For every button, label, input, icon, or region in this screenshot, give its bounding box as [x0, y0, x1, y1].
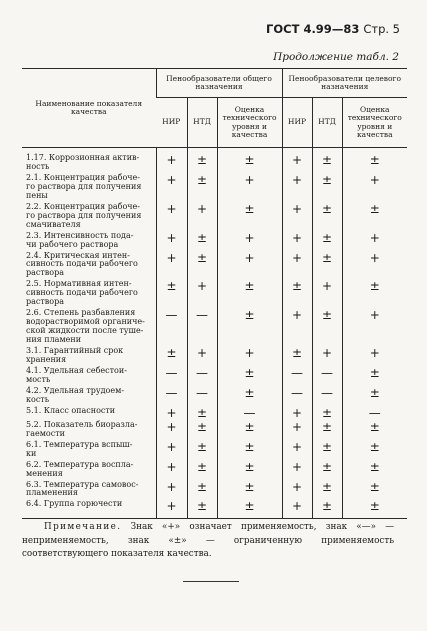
applicability-cell: —: [312, 386, 342, 406]
table-row: [22, 499, 407, 519]
applicability-cell: +: [187, 202, 217, 231]
table-row: [22, 279, 407, 308]
indicator-name: 1.17. Коррозионная актив- ность: [26, 153, 140, 171]
applicability-cell: ±: [187, 440, 217, 460]
table-row: [22, 406, 407, 420]
applicability-cell: —: [187, 366, 217, 386]
table-row: [22, 308, 407, 346]
applicability-cell: +: [282, 231, 312, 251]
applicability-cell: ±: [342, 460, 407, 480]
applicability-cell: ±: [187, 231, 217, 251]
applicability-cell: —: [156, 308, 187, 346]
applicability-cell: +: [282, 308, 312, 346]
applicability-cell: ±: [217, 202, 282, 231]
applicability-cell: +: [187, 346, 217, 366]
applicability-cell: —: [217, 406, 282, 420]
applicability-cell: +: [282, 148, 312, 173]
indicator-name: 2.3. Интенсивность пода- чи рабочего раствора: [26, 230, 134, 249]
col-header-assessment-1: Оценка технического уровня и качества: [217, 98, 282, 148]
table-row: [22, 440, 407, 460]
indicator-name: 2.4. Критическая интен- сивность подачи рабочего раствора: [26, 250, 138, 278]
applicability-cell: ±: [156, 346, 187, 366]
applicability-cell: ±: [312, 460, 342, 480]
applicability-cell: —: [312, 366, 342, 386]
applicability-cell: ±: [217, 499, 282, 519]
applicability-cell: +: [282, 440, 312, 460]
applicability-cell: —: [156, 386, 187, 406]
applicability-cell: +: [282, 406, 312, 420]
indicator-name: 2.2. Концентрация рабоче- го раствора для получения смачивателя: [26, 201, 142, 229]
applicability-cell: +: [342, 231, 407, 251]
col-header-ntd-1: НТД: [187, 98, 217, 148]
applicability-cell: +: [282, 480, 312, 500]
applicability-cell: +: [217, 231, 282, 251]
table-row: [22, 420, 407, 440]
applicability-cell: +: [187, 279, 217, 308]
applicability-cell: ±: [217, 460, 282, 480]
applicability-cell: ±: [217, 480, 282, 500]
indicator-name: 5.2. Показатель биоразла- гаемости: [26, 419, 138, 438]
applicability-cell: +: [217, 251, 282, 280]
applicability-cell: ±: [187, 251, 217, 280]
applicability-cell: ±: [312, 406, 342, 420]
applicability-cell: ±: [217, 279, 282, 308]
applicability-cell: ±: [187, 499, 217, 519]
col-header-special: Пенообразователи целевого назначения: [282, 69, 407, 98]
applicability-cell: +: [156, 148, 187, 173]
applicability-cell: +: [312, 279, 342, 308]
applicability-cell: ±: [312, 308, 342, 346]
applicability-cell: ±: [312, 440, 342, 460]
applicability-cell: +: [282, 202, 312, 231]
page-header: [0, 22, 400, 36]
applicability-cell: ±: [217, 308, 282, 346]
table-note: [22, 521, 394, 562]
applicability-cell: +: [156, 202, 187, 231]
table-row: [22, 386, 407, 406]
table-row: [22, 148, 407, 173]
table-row: [22, 460, 407, 480]
note-text: Знак «+» означает применяемость, знак «—» — неприменяемость, знак «±» — ограниченную применяемость соответствующего показателя качества.: [22, 522, 394, 560]
applicability-cell: ±: [312, 420, 342, 440]
applicability-cell: +: [342, 346, 407, 366]
col-header-nir-2: НИР: [282, 98, 312, 148]
table-row: [22, 366, 407, 386]
applicability-cell: +: [156, 499, 187, 519]
applicability-cell: ±: [312, 480, 342, 500]
applicability-cell: ±: [342, 480, 407, 500]
applicability-cell: ±: [217, 440, 282, 460]
applicability-cell: ±: [312, 251, 342, 280]
applicability-cell: +: [156, 480, 187, 500]
applicability-cell: —: [187, 308, 217, 346]
applicability-cell: —: [282, 366, 312, 386]
applicability-cell: ±: [342, 440, 407, 460]
applicability-cell: ±: [187, 480, 217, 500]
applicability-cell: ±: [342, 386, 407, 406]
indicator-name: 5.1. Класс опасности: [26, 405, 116, 415]
applicability-cell: ±: [217, 386, 282, 406]
applicability-cell: +: [156, 460, 187, 480]
applicability-cell: +: [282, 499, 312, 519]
table-row: [22, 480, 407, 500]
applicability-cell: +: [156, 231, 187, 251]
applicability-cell: +: [217, 173, 282, 202]
applicability-cell: +: [156, 173, 187, 202]
applicability-cell: +: [282, 460, 312, 480]
applicability-cell: ±: [312, 173, 342, 202]
page-number: Стр. 5: [363, 22, 400, 36]
indicator-name: 4.2. Удельная трудоем- кость: [26, 385, 125, 404]
applicability-cell: +: [217, 346, 282, 366]
applicability-cell: +: [156, 420, 187, 440]
applicability-cell: ±: [187, 460, 217, 480]
applicability-cell: ±: [342, 420, 407, 440]
col-header-nir-1: НИР: [156, 98, 187, 148]
applicability-cell: ±: [342, 279, 407, 308]
footer-rule: [183, 581, 239, 582]
applicability-cell: ±: [187, 420, 217, 440]
applicability-cell: ±: [217, 148, 282, 173]
applicability-cell: —: [187, 386, 217, 406]
applicability-cell: ±: [187, 148, 217, 173]
applicability-cell: +: [282, 251, 312, 280]
applicability-cell: —: [342, 406, 407, 420]
applicability-cell: ±: [312, 148, 342, 173]
applicability-cell: ±: [342, 202, 407, 231]
applicability-cell: +: [156, 406, 187, 420]
applicability-cell: +: [282, 173, 312, 202]
col-header-general: Пенообразователи общего назначения: [156, 69, 282, 98]
indicator-name: 6.1. Температура вспыш- ки: [26, 439, 133, 458]
applicability-cell: ±: [217, 420, 282, 440]
applicability-cell: +: [342, 308, 407, 346]
applicability-cell: —: [156, 366, 187, 386]
applicability-cell: ±: [342, 148, 407, 173]
table-row: [22, 346, 407, 366]
col-header-ntd-2: НТД: [312, 98, 342, 148]
applicability-cell: ±: [156, 279, 187, 308]
applicability-cell: +: [282, 420, 312, 440]
applicability-cell: +: [312, 346, 342, 366]
applicability-table: [22, 68, 407, 519]
applicability-cell: ±: [282, 279, 312, 308]
indicator-name: 2.6. Степень разбавления водорастворимой органиче- ской жидкости после туше- ния пламени: [26, 308, 145, 345]
applicability-cell: —: [282, 386, 312, 406]
indicator-name: 2.1. Концентрация рабоче- го раствора для получения пены: [26, 172, 142, 200]
applicability-cell: ±: [342, 499, 407, 519]
applicability-cell: ±: [282, 346, 312, 366]
table-row: [22, 202, 407, 231]
applicability-cell: +: [342, 173, 407, 202]
table-continuation-label: Продолжение табл. 2: [273, 51, 399, 63]
indicator-name: 2.5. Нормативная интен- сивность подачи рабочего раствора: [26, 279, 138, 307]
indicator-name: 6.3. Температура самовос- пламенения: [26, 479, 139, 498]
col-header-indicator: Наименование показателя качества: [22, 69, 156, 148]
note-label: Примечание.: [44, 522, 122, 532]
indicator-name: 6.2. Температура воспла- менения: [26, 459, 134, 478]
applicability-cell: ±: [217, 366, 282, 386]
applicability-cell: ±: [312, 231, 342, 251]
applicability-cell: ±: [342, 366, 407, 386]
table-row: [22, 251, 407, 280]
doc-number: ГОСТ 4.99—83: [266, 22, 360, 36]
indicator-name: 4.1. Удельная себестои- мость: [26, 365, 127, 384]
col-header-assessment-2: Оценка технического уровня и качества: [342, 98, 407, 148]
applicability-cell: ±: [187, 406, 217, 420]
applicability-cell: ±: [312, 499, 342, 519]
indicator-name: 3.1. Гарантийный срок хранения: [26, 346, 124, 365]
applicability-cell: ±: [312, 202, 342, 231]
table-row: [22, 231, 407, 251]
indicator-name: 6.4. Группа горючести: [22, 499, 156, 519]
applicability-cell: +: [156, 251, 187, 280]
applicability-cell: +: [342, 251, 407, 280]
applicability-cell: ±: [187, 173, 217, 202]
applicability-cell: +: [156, 440, 187, 460]
table-row: [22, 173, 407, 202]
